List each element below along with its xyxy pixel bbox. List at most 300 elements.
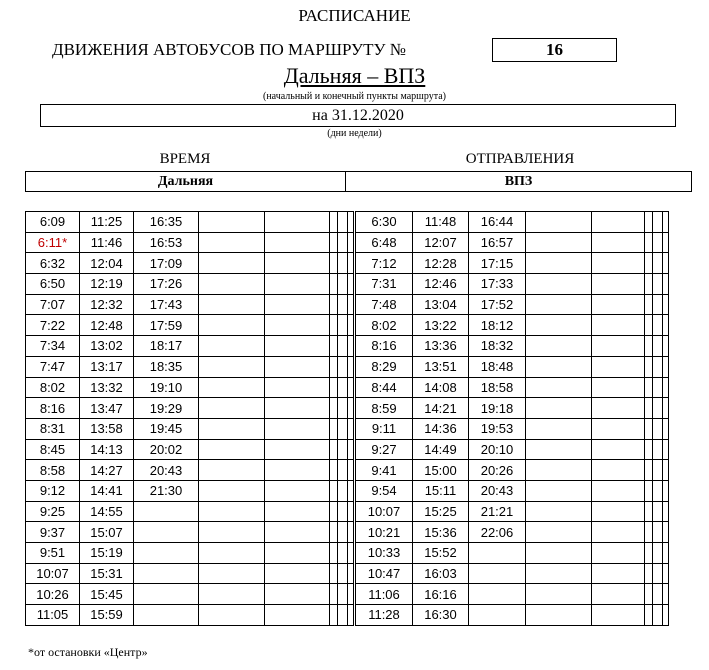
time-cell: 10:47 [356, 563, 413, 584]
time-cell: 15:45 [80, 584, 134, 605]
time-cell: 16:16 [413, 584, 469, 605]
time-cell: 8:44 [356, 377, 413, 398]
time-cell: 17:26 [134, 274, 199, 295]
empty-cell [653, 460, 663, 481]
empty-cell [526, 605, 592, 626]
time-cell: 15:00 [413, 460, 469, 481]
time-cell: 15:59 [80, 605, 134, 626]
empty-cell [338, 605, 348, 626]
empty-cell [526, 439, 592, 460]
schedule-date: на 31.12.2020 [40, 104, 676, 127]
empty-cell [645, 398, 653, 419]
empty-cell [526, 336, 592, 357]
empty-cell [645, 232, 653, 253]
empty-cell [645, 543, 653, 564]
empty-cell [199, 212, 265, 233]
empty-cell [592, 377, 645, 398]
empty-cell [265, 522, 330, 543]
empty-cell [338, 232, 348, 253]
empty-cell [653, 480, 663, 501]
empty-cell [265, 480, 330, 501]
empty-cell [338, 563, 348, 584]
time-cell: 16:57 [469, 232, 526, 253]
section-label-right: ОТПРАВЛЕНИЯ [465, 151, 575, 167]
empty-cell [265, 418, 330, 439]
time-cell: 6:30 [356, 212, 413, 233]
empty-cell [330, 460, 338, 481]
time-cell: 17:15 [469, 253, 526, 274]
time-cell: 18:35 [134, 356, 199, 377]
time-cell: 11:06 [356, 584, 413, 605]
time-cell: 21:30 [134, 480, 199, 501]
empty-cell [330, 439, 338, 460]
empty-cell [348, 563, 354, 584]
time-cell: 19:10 [134, 377, 199, 398]
time-cell: 17:33 [469, 274, 526, 295]
empty-cell [526, 274, 592, 295]
empty-cell [653, 543, 663, 564]
time-cell [134, 584, 199, 605]
empty-cell [645, 480, 653, 501]
time-cell: 14:49 [413, 439, 469, 460]
table-row [26, 315, 354, 336]
time-cell: 8:31 [26, 418, 80, 439]
table-row [356, 418, 669, 439]
empty-cell [592, 315, 645, 336]
empty-cell [645, 584, 653, 605]
time-cell: 17:43 [134, 294, 199, 315]
route-label: ДВИЖЕНИЯ АВТОБУСОВ ПО МАРШРУТУ № [52, 40, 406, 59]
empty-cell [526, 563, 592, 584]
empty-cell [348, 356, 354, 377]
empty-cell [592, 336, 645, 357]
empty-cell [348, 336, 354, 357]
empty-cell [265, 232, 330, 253]
empty-cell [663, 294, 669, 315]
time-cell: 8:16 [356, 336, 413, 357]
empty-cell [348, 315, 354, 336]
empty-cell [330, 398, 338, 419]
empty-cell [338, 253, 348, 274]
table-row [26, 605, 354, 626]
time-cell: 19:45 [134, 418, 199, 439]
table-row [356, 439, 669, 460]
empty-cell [199, 501, 265, 522]
time-cell: 7:12 [356, 253, 413, 274]
empty-cell [645, 294, 653, 315]
empty-cell [592, 294, 645, 315]
time-cell: 19:18 [469, 398, 526, 419]
empty-cell [348, 418, 354, 439]
empty-cell [338, 398, 348, 419]
empty-cell [592, 563, 645, 584]
time-cell: 9:11 [356, 418, 413, 439]
empty-cell [592, 439, 645, 460]
time-cell: 18:48 [469, 356, 526, 377]
table-row [356, 501, 669, 522]
empty-cell [653, 584, 663, 605]
empty-cell [348, 274, 354, 295]
time-cell: 9:25 [26, 501, 80, 522]
section-label-left: ВРЕМЯ [159, 151, 211, 167]
table-row [356, 398, 669, 419]
empty-cell [338, 543, 348, 564]
empty-cell [663, 439, 669, 460]
timetable-left [25, 211, 354, 626]
empty-cell [592, 543, 645, 564]
time-cell: 7:47 [26, 356, 80, 377]
empty-cell [330, 315, 338, 336]
time-cell: 13:17 [80, 356, 134, 377]
table-row [26, 274, 354, 295]
empty-cell [265, 377, 330, 398]
route-number: 16 [492, 38, 617, 62]
stop-name-right: ВПЗ [504, 174, 533, 189]
time-cell: 20:43 [469, 480, 526, 501]
table-row [26, 501, 354, 522]
empty-cell [592, 501, 645, 522]
empty-cell [330, 522, 338, 543]
empty-cell [663, 605, 669, 626]
time-cell: 11:46 [80, 232, 134, 253]
empty-cell [526, 398, 592, 419]
empty-cell [199, 336, 265, 357]
empty-cell [338, 356, 348, 377]
time-cell: 18:58 [469, 377, 526, 398]
empty-cell [265, 398, 330, 419]
empty-cell [199, 274, 265, 295]
empty-cell [348, 439, 354, 460]
table-row [26, 294, 354, 315]
empty-cell [526, 460, 592, 481]
empty-cell [526, 480, 592, 501]
empty-cell [265, 315, 330, 336]
table-row [26, 543, 354, 564]
empty-cell [265, 356, 330, 377]
time-cell: 6:09 [26, 212, 80, 233]
empty-cell [348, 212, 354, 233]
time-cell [134, 522, 199, 543]
empty-cell [526, 356, 592, 377]
empty-cell [199, 522, 265, 543]
table-row [356, 563, 669, 584]
empty-cell [348, 460, 354, 481]
table-row [26, 356, 354, 377]
empty-cell [653, 377, 663, 398]
time-cell: 15:36 [413, 522, 469, 543]
time-cell: 10:21 [356, 522, 413, 543]
time-cell: 6:48 [356, 232, 413, 253]
empty-cell [265, 274, 330, 295]
empty-cell [338, 501, 348, 522]
empty-cell [592, 522, 645, 543]
empty-cell [592, 460, 645, 481]
time-cell: 9:51 [26, 543, 80, 564]
time-cell: 8:45 [26, 439, 80, 460]
time-cell: 6:32 [26, 253, 80, 274]
empty-cell [199, 418, 265, 439]
empty-cell [653, 253, 663, 274]
empty-cell [653, 418, 663, 439]
stop-name-left: Дальняя [26, 172, 346, 191]
time-cell: 9:27 [356, 439, 413, 460]
empty-cell [526, 522, 592, 543]
empty-cell [592, 480, 645, 501]
empty-cell [653, 439, 663, 460]
table-row [356, 584, 669, 605]
footnote: *от остановки «Центр» [28, 645, 148, 659]
empty-cell [330, 480, 338, 501]
table-row [26, 418, 354, 439]
time-cell: 10:07 [26, 563, 80, 584]
empty-cell [330, 212, 338, 233]
empty-cell [663, 356, 669, 377]
time-cell: 8:29 [356, 356, 413, 377]
time-cell: 6:50 [26, 274, 80, 295]
empty-cell [199, 377, 265, 398]
time-cell: 16:53 [134, 232, 199, 253]
empty-cell [199, 398, 265, 419]
empty-cell [330, 377, 338, 398]
empty-cell [199, 584, 265, 605]
time-cell: 13:58 [80, 418, 134, 439]
time-cell: 16:35 [134, 212, 199, 233]
empty-cell [645, 418, 653, 439]
empty-cell [645, 377, 653, 398]
time-cell: 16:30 [413, 605, 469, 626]
time-cell [469, 605, 526, 626]
time-cell: 18:32 [469, 336, 526, 357]
empty-cell [265, 294, 330, 315]
time-cell: 19:53 [469, 418, 526, 439]
empty-cell [348, 605, 354, 626]
empty-cell [592, 274, 645, 295]
time-cell: 10:33 [356, 543, 413, 564]
route-name: Дальняя – ВПЗ [283, 63, 426, 88]
empty-cell [330, 253, 338, 274]
table-row [26, 439, 354, 460]
empty-cell [592, 605, 645, 626]
empty-cell [526, 377, 592, 398]
time-cell: 14:21 [413, 398, 469, 419]
empty-cell [645, 522, 653, 543]
empty-cell [348, 584, 354, 605]
empty-cell [663, 480, 669, 501]
empty-cell [645, 563, 653, 584]
time-cell: 12:46 [413, 274, 469, 295]
time-cell: 15:52 [413, 543, 469, 564]
empty-cell [592, 418, 645, 439]
empty-cell [645, 439, 653, 460]
time-cell: 19:29 [134, 398, 199, 419]
time-cell: 7:07 [26, 294, 80, 315]
empty-cell [330, 584, 338, 605]
empty-cell [330, 336, 338, 357]
empty-cell [265, 563, 330, 584]
time-cell: 22:06 [469, 522, 526, 543]
empty-cell [526, 584, 592, 605]
time-cell [134, 501, 199, 522]
time-cell: 12:48 [80, 315, 134, 336]
time-cell: 17:59 [134, 315, 199, 336]
empty-cell [348, 543, 354, 564]
empty-cell [330, 356, 338, 377]
time-cell [134, 605, 199, 626]
time-cell: 12:28 [413, 253, 469, 274]
empty-cell [265, 253, 330, 274]
empty-cell [663, 584, 669, 605]
stops-header [25, 171, 692, 192]
empty-cell [592, 356, 645, 377]
empty-cell [265, 501, 330, 522]
time-cell: 20:43 [134, 460, 199, 481]
time-cell: 15:31 [80, 563, 134, 584]
time-cell: 8:02 [356, 315, 413, 336]
empty-cell [663, 315, 669, 336]
time-cell: 14:36 [413, 418, 469, 439]
empty-cell [645, 501, 653, 522]
empty-cell [592, 232, 645, 253]
empty-cell [348, 522, 354, 543]
empty-cell [199, 460, 265, 481]
empty-cell [330, 232, 338, 253]
time-cell: 8:58 [26, 460, 80, 481]
empty-cell [338, 480, 348, 501]
empty-cell [338, 418, 348, 439]
time-cell: 11:05 [26, 605, 80, 626]
time-cell: 11:28 [356, 605, 413, 626]
empty-cell [265, 584, 330, 605]
time-cell: 11:25 [80, 212, 134, 233]
empty-cell [338, 315, 348, 336]
time-cell: 12:32 [80, 294, 134, 315]
empty-cell [645, 336, 653, 357]
time-cell: 15:11 [413, 480, 469, 501]
empty-cell [265, 605, 330, 626]
empty-cell [653, 605, 663, 626]
time-cell [469, 584, 526, 605]
empty-cell [338, 522, 348, 543]
empty-cell [653, 563, 663, 584]
table-row [26, 398, 354, 419]
route-caption: (начальный и конечный пункты маршрута) [263, 91, 446, 102]
empty-cell [653, 274, 663, 295]
time-cell: 9:37 [26, 522, 80, 543]
empty-cell [348, 253, 354, 274]
empty-cell [663, 212, 669, 233]
page-title: РАСПИСАНИЕ [298, 6, 411, 25]
empty-cell [592, 253, 645, 274]
empty-cell [645, 605, 653, 626]
time-cell: 15:07 [80, 522, 134, 543]
empty-cell [663, 274, 669, 295]
empty-cell [645, 460, 653, 481]
empty-cell [330, 294, 338, 315]
empty-cell [663, 501, 669, 522]
empty-cell [199, 253, 265, 274]
empty-cell [265, 543, 330, 564]
empty-cell [338, 274, 348, 295]
table-row [26, 212, 354, 233]
empty-cell [526, 543, 592, 564]
empty-cell [653, 501, 663, 522]
empty-cell [338, 460, 348, 481]
empty-cell [330, 543, 338, 564]
time-cell: 14:08 [413, 377, 469, 398]
empty-cell [338, 336, 348, 357]
empty-cell [663, 232, 669, 253]
table-row [356, 377, 669, 398]
table-row [26, 522, 354, 543]
table-row [356, 253, 669, 274]
empty-cell [645, 253, 653, 274]
empty-cell [338, 212, 348, 233]
empty-cell [526, 232, 592, 253]
time-cell: 10:07 [356, 501, 413, 522]
table-row [356, 605, 669, 626]
table-row [26, 253, 354, 274]
empty-cell [526, 501, 592, 522]
time-cell: 13:51 [413, 356, 469, 377]
time-cell: 20:26 [469, 460, 526, 481]
table-row [356, 543, 669, 564]
table-row [356, 356, 669, 377]
empty-cell [663, 253, 669, 274]
empty-cell [348, 294, 354, 315]
empty-cell [338, 584, 348, 605]
time-cell: 13:02 [80, 336, 134, 357]
empty-cell [348, 480, 354, 501]
table-row [26, 563, 354, 584]
empty-cell [348, 501, 354, 522]
table-row [356, 460, 669, 481]
empty-cell [330, 418, 338, 439]
empty-cell [526, 294, 592, 315]
table-row [26, 584, 354, 605]
empty-cell [265, 460, 330, 481]
table-row [26, 336, 354, 357]
time-cell: 21:21 [469, 501, 526, 522]
time-cell: 9:41 [356, 460, 413, 481]
time-cell: 17:09 [134, 253, 199, 274]
time-cell: 8:16 [26, 398, 80, 419]
table-row [26, 377, 354, 398]
time-cell: 6:11* [26, 232, 80, 253]
empty-cell [338, 294, 348, 315]
empty-cell [653, 356, 663, 377]
time-cell: 17:52 [469, 294, 526, 315]
empty-cell [199, 605, 265, 626]
empty-cell [653, 336, 663, 357]
empty-cell [199, 315, 265, 336]
time-cell [134, 543, 199, 564]
table-row [356, 480, 669, 501]
time-cell: 15:25 [413, 501, 469, 522]
time-cell: 7:22 [26, 315, 80, 336]
empty-cell [653, 398, 663, 419]
empty-cell [645, 356, 653, 377]
empty-cell [653, 315, 663, 336]
table-row [26, 232, 354, 253]
date-caption: (дни недели) [327, 128, 382, 139]
time-cell: 13:32 [80, 377, 134, 398]
empty-cell [653, 232, 663, 253]
empty-cell [526, 212, 592, 233]
empty-cell [663, 563, 669, 584]
time-cell [469, 543, 526, 564]
time-cell: 13:47 [80, 398, 134, 419]
table-row [26, 480, 354, 501]
